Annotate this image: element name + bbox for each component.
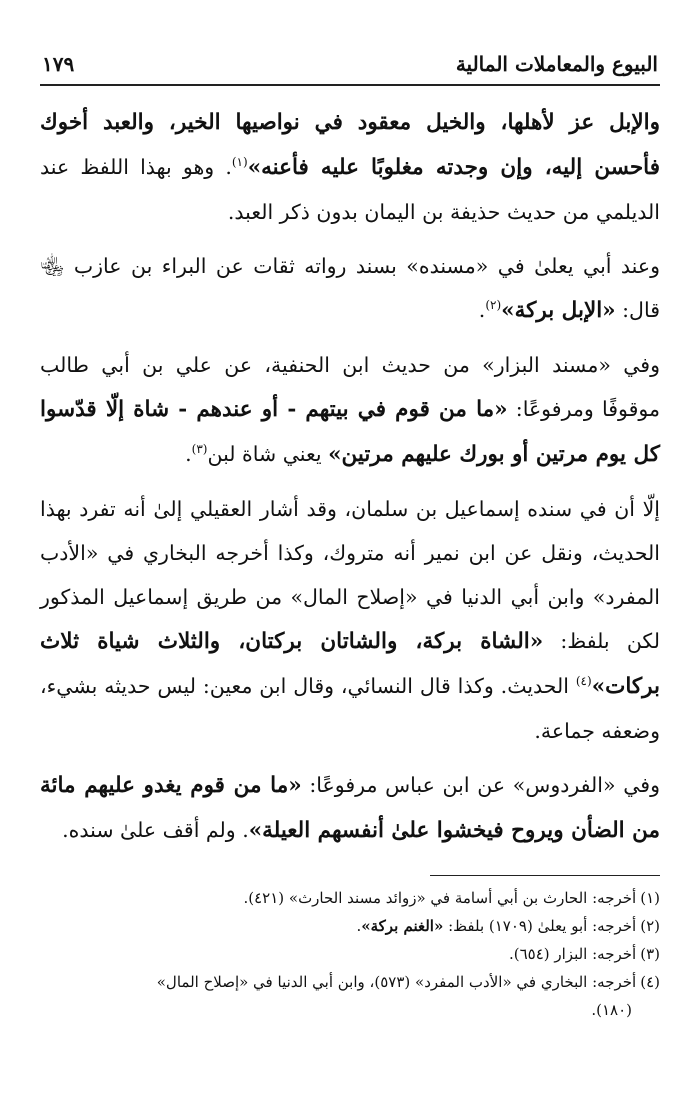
footnote-text: البزار (٦٥٤). (508, 945, 588, 963)
footnote-number: (٤) (640, 973, 660, 991)
chapter-title: البيوع والمعاملات المالية (455, 52, 658, 76)
body-text (40, 100, 660, 853)
footnote-continuation: (١٨٠). (591, 1001, 632, 1019)
hadith-quote: «الشاة بركة، والشاتان بركتان، والثلاث شياة ثلاث بركات» (40, 629, 660, 699)
footnote-quote: «الغنم بركة» (361, 917, 444, 935)
footnote-label: أخرجه: (592, 973, 637, 991)
footnote-number: (١) (640, 889, 660, 907)
paragraph-text: وفي «مسند البزار» من حديث ابن الحنفية، عن علي بن أبي طالب موقوفًا ومرفوعًا: (40, 353, 660, 421)
running-header (40, 52, 660, 86)
paragraph-text: يعني شاة لبن (207, 442, 329, 466)
paragraph-text: . (185, 442, 192, 466)
paragraph (40, 100, 660, 234)
hadith-quote: والإبل عز لأهلها، والخيل معقود في نواصيها الخير، والعبد أخوك فأحسن إليه، وإن وجدته مغلوبًا عليه فأعنه» (40, 110, 661, 180)
footnote (40, 940, 660, 968)
footnote-text: أبو يعلىٰ (١٧٠٩) بلفظ: (443, 917, 588, 935)
footnote-label: أخرجه: (592, 945, 637, 963)
footnotes (40, 884, 660, 1024)
paragraph (40, 763, 660, 853)
footnote (40, 884, 660, 912)
footnote-ref: (١) (231, 155, 248, 170)
page-number: ١٧٩ (42, 52, 75, 76)
paragraph-text: وعند أبي يعلىٰ في «مسنده» بسند رواته ثقات عن البراء بن عازب ﵄ قال: (40, 254, 660, 322)
footnote-ref: (٢) (485, 298, 502, 313)
paragraph-text: . وهو بهذا اللفظ عند الديلمي من حديث حذيفة بن اليمان بدون ذكر العبد. (40, 155, 660, 224)
paragraph-text: إلّا أن في سنده إسماعيل بن سلمان، وقد أشار العقيلي إلىٰ أنه تفرد بهذا الحديث، ونقل عن ابن نمير أنه متروك، وكذا أخرجه البخاري في «الأدب المفرد» وابن أبي الدنيا في «إصلاح المال» من طريق إسماعيل المذكور لكن بلفظ: (40, 497, 660, 653)
paragraph (40, 343, 660, 477)
footnote (40, 912, 660, 940)
paragraph-text: الحديث. وكذا قال النسائي، وقال ابن معين: ليس حديثه بشيء، وضعفه جماعة. (40, 674, 660, 743)
footnote-ref: (٣) (191, 442, 208, 457)
book-page (40, 52, 660, 1024)
footnote-text: الحارث بن أبي أسامة في «زوائد مسند الحارث» (٤٢١). (243, 889, 588, 907)
footnote-label: أخرجه: (592, 889, 637, 907)
hadith-quote: «ما من قوم يغدو عليهم مائة من الضأن ويروح فيخشوا علىٰ أنفسهم العيلة» (40, 773, 660, 843)
paragraph (40, 244, 660, 333)
footnote-ref: (٤) (575, 674, 592, 689)
footnote (40, 968, 660, 996)
paragraph-text: وفي «الفردوس» عن ابن عباس مرفوعًا: (301, 773, 660, 797)
footnote-divider (430, 875, 660, 876)
paragraph (40, 487, 660, 753)
paragraph-text: . (478, 298, 486, 322)
hadith-quote: «الإبل بركة» (501, 298, 616, 323)
footnote-number: (٣) (640, 945, 660, 963)
hadith-quote: «ما من قوم في بيتهم - أو عندهم - شاة إلّا قدّسوا كل يوم مرتين أو بورك عليهم مرتين» (40, 397, 660, 467)
footnote-text: البخاري في «الأدب المفرد» (٥٧٣)، وابن أبي الدنيا في «إصلاح المال» (156, 973, 588, 991)
paragraph-text: . ولم أقف علىٰ سنده. (62, 818, 249, 842)
footnote-number: (٢) (640, 917, 660, 935)
footnote-label: أخرجه: (592, 917, 637, 935)
footnote-tail: . (356, 917, 362, 935)
